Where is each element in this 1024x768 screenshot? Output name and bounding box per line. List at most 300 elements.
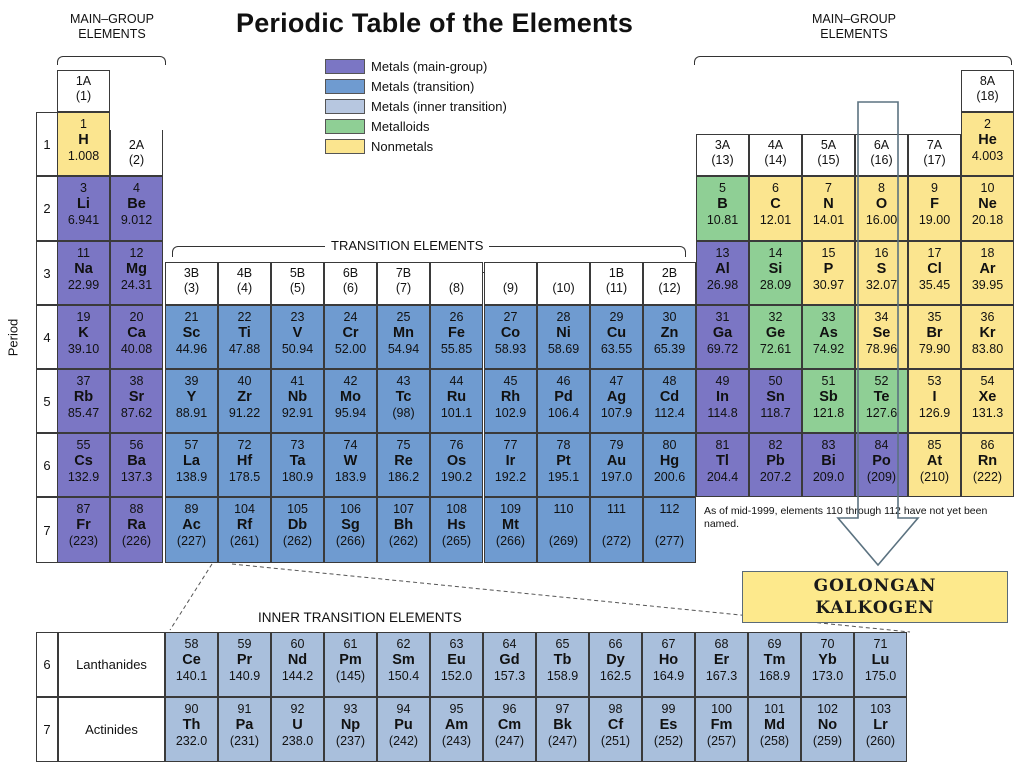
- atomic-number: 93: [343, 702, 358, 716]
- atomic-mass: 87.62: [120, 406, 153, 420]
- element-symbol: Co: [500, 325, 521, 341]
- element-symbol: Cu: [606, 325, 627, 341]
- element-symbol: Po: [872, 453, 891, 469]
- atomic-mass: 19.00: [918, 213, 951, 227]
- atomic-mass: 22.99: [67, 278, 100, 292]
- group-name: 4A: [767, 138, 784, 152]
- atomic-mass: (209): [866, 470, 897, 484]
- atomic-mass: 55.85: [440, 342, 473, 356]
- atomic-mass: 200.6: [653, 470, 686, 484]
- group-number: (5): [289, 281, 306, 295]
- period-label: 1: [36, 112, 58, 176]
- atomic-number: 90: [184, 702, 199, 716]
- element-symbol: Te: [873, 389, 890, 405]
- atomic-mass: 209.0: [812, 470, 845, 484]
- atomic-number: 101: [764, 702, 785, 716]
- element-symbol: O: [875, 196, 888, 212]
- atomic-mass: 69.72: [706, 342, 739, 356]
- element-symbol: In: [716, 389, 729, 405]
- atomic-number: 100: [711, 702, 732, 716]
- atomic-number: 73: [290, 438, 305, 452]
- element-symbol: Th: [182, 717, 201, 733]
- atomic-mass: 238.0: [281, 734, 314, 748]
- atomic-mass: (260): [865, 734, 896, 748]
- element-symbol: Db: [287, 517, 308, 533]
- element-symbol: Ru: [446, 389, 467, 405]
- atomic-number: 6: [772, 181, 779, 195]
- group-number: (17): [923, 153, 946, 167]
- element-symbol: Ho: [658, 652, 679, 668]
- element-symbol: Ra: [127, 517, 146, 533]
- atomic-mass: (98): [392, 406, 415, 420]
- atomic-mass: 54.94: [387, 342, 420, 356]
- inner-transition-label: INNER TRANSITION ELEMENTS: [258, 610, 462, 625]
- atomic-number: 94: [396, 702, 411, 716]
- page-title: Periodic Table of the Elements: [236, 8, 634, 38]
- atomic-number: 36: [980, 310, 995, 324]
- atomic-number: 99: [661, 702, 676, 716]
- element-symbol: Y: [186, 389, 197, 405]
- atomic-number: 40: [237, 374, 252, 388]
- element-symbol: He: [978, 132, 997, 148]
- atomic-number: 107: [393, 502, 414, 516]
- atomic-number: 111: [606, 502, 626, 516]
- atomic-mass: 197.0: [600, 470, 633, 484]
- period-label: 3: [36, 241, 58, 305]
- element-symbol: Cs: [74, 453, 93, 469]
- element-symbol: Ga: [712, 325, 733, 341]
- atomic-mass: 158.9: [546, 669, 579, 683]
- group-number: (11): [605, 281, 628, 295]
- atomic-number: 44: [449, 374, 464, 388]
- atomic-mass: (261): [229, 534, 260, 548]
- atomic-mass: (226): [121, 534, 152, 548]
- period-label: 6: [36, 433, 58, 497]
- atomic-number: 45: [503, 374, 518, 388]
- atomic-mass: 107.9: [600, 406, 633, 420]
- atomic-mass: 140.9: [228, 669, 261, 683]
- element-symbol: Ir: [505, 453, 516, 469]
- atomic-mass: 195.1: [547, 470, 580, 484]
- atomic-mass: (210): [919, 470, 950, 484]
- element-symbol: Tm: [763, 652, 786, 668]
- atomic-mass: (252): [653, 734, 684, 748]
- atomic-number: 77: [503, 438, 518, 452]
- element-symbol: Sm: [392, 652, 415, 668]
- atomic-number: 97: [555, 702, 570, 716]
- group-name: 2A: [128, 138, 145, 152]
- atomic-mass: 78.96: [865, 342, 898, 356]
- element-symbol: Pd: [554, 389, 573, 405]
- atomic-mass: 10.81: [706, 213, 739, 227]
- atomic-number: 98: [608, 702, 623, 716]
- atomic-mass: 72.61: [759, 342, 792, 356]
- atomic-number: 4: [133, 181, 140, 195]
- group-number: (7): [395, 281, 412, 295]
- element-symbol: Hf: [236, 453, 253, 469]
- atomic-number: 1: [80, 117, 87, 131]
- atomic-mass: 47.88: [228, 342, 261, 356]
- atomic-number: 7: [825, 181, 832, 195]
- element-symbol: Pu: [394, 717, 413, 733]
- atomic-number: 34: [874, 310, 889, 324]
- atomic-mass: (265): [441, 534, 472, 548]
- group-name: 4B: [236, 266, 253, 280]
- atomic-mass: (222): [972, 470, 1003, 484]
- element-symbol: Gd: [499, 652, 520, 668]
- atomic-mass: 32.07: [865, 278, 898, 292]
- atomic-number: 11: [77, 246, 90, 260]
- element-symbol: Rn: [977, 453, 998, 469]
- group-name: 7B: [395, 266, 412, 280]
- atomic-mass: 180.9: [281, 470, 314, 484]
- arrow-shape: [838, 102, 918, 565]
- atomic-number: 70: [820, 637, 835, 651]
- atomic-number: 48: [662, 374, 677, 388]
- period-label: 4: [36, 305, 58, 369]
- atomic-number: 59: [237, 637, 252, 651]
- atomic-mass: 112.4: [654, 406, 685, 420]
- element-symbol: Al: [715, 261, 730, 277]
- element-symbol: Sc: [182, 325, 201, 341]
- atomic-number: 21: [184, 310, 199, 324]
- atomic-mass: 40.08: [120, 342, 153, 356]
- atomic-mass: 114.8: [707, 406, 738, 420]
- atomic-mass: (258): [759, 734, 790, 748]
- atomic-number: 5: [719, 181, 726, 195]
- group-number: (6): [342, 281, 359, 295]
- atomic-mass: 92.91: [281, 406, 314, 420]
- atomic-number: 39: [184, 374, 199, 388]
- atomic-mass: 63.55: [600, 342, 633, 356]
- atomic-mass: 137.3: [120, 470, 153, 484]
- group-name: 1B: [608, 266, 625, 280]
- element-symbol: Ta: [289, 453, 306, 469]
- element-symbol: Pr: [236, 652, 253, 668]
- group-number: (8): [448, 281, 465, 295]
- atomic-number: 87: [76, 502, 91, 516]
- group-number: (4): [236, 281, 253, 295]
- inner-row-name: Lanthanides: [58, 632, 165, 697]
- atomic-number: 37: [76, 374, 91, 388]
- atomic-mass: 30.97: [812, 278, 845, 292]
- element-symbol: K: [78, 325, 89, 341]
- atomic-number: 62: [396, 637, 411, 651]
- element-symbol: H: [78, 132, 89, 148]
- element-symbol: Ge: [765, 325, 786, 341]
- atomic-mass: 9.012: [120, 213, 153, 227]
- atomic-number: 75: [396, 438, 411, 452]
- element-symbol: Ca: [127, 325, 146, 341]
- atomic-mass: 186.2: [387, 470, 420, 484]
- atomic-mass: (227): [176, 534, 207, 548]
- element-symbol: Tc: [395, 389, 412, 405]
- atomic-number: 31: [715, 310, 730, 324]
- element-symbol: As: [819, 325, 838, 341]
- atomic-mass: 190.2: [440, 470, 473, 484]
- atomic-mass: 26.98: [706, 278, 739, 292]
- atomic-number: 85: [927, 438, 942, 452]
- atomic-number: 92: [290, 702, 305, 716]
- element-symbol: Rh: [500, 389, 521, 405]
- atomic-mass: 121.8: [812, 406, 845, 420]
- atomic-number: 46: [556, 374, 571, 388]
- atomic-number: 18: [980, 246, 995, 260]
- atomic-mass: 101.1: [440, 406, 473, 420]
- element-symbol: Eu: [447, 652, 466, 668]
- element-symbol: Mt: [502, 517, 519, 533]
- inner-period-label: 6: [36, 632, 58, 697]
- element-symbol: N: [823, 196, 834, 212]
- element-symbol: Pm: [339, 652, 362, 668]
- group-name: 5A: [820, 138, 837, 152]
- atomic-mass: 12.01: [759, 213, 792, 227]
- atomic-number: 110: [553, 502, 574, 516]
- atomic-number: 29: [609, 310, 624, 324]
- atomic-mass: 126.9: [918, 406, 951, 420]
- atomic-number: 64: [502, 637, 517, 651]
- group-name: 3A: [714, 138, 731, 152]
- atomic-number: 28: [556, 310, 571, 324]
- group-name: 1A: [75, 74, 92, 88]
- atomic-mass: 162.5: [599, 669, 632, 683]
- element-symbol: Be: [127, 196, 146, 212]
- atomic-mass: 118.7: [760, 406, 791, 420]
- element-symbol: Zr: [237, 389, 252, 405]
- inner-period-label: 7: [36, 697, 58, 762]
- atomic-number: 27: [503, 310, 518, 324]
- element-symbol: Bi: [821, 453, 836, 469]
- atomic-number: 112: [659, 502, 680, 516]
- period-axis-label: Period: [5, 318, 21, 357]
- atomic-number: 9: [931, 181, 938, 195]
- atomic-number: 89: [184, 502, 199, 516]
- element-symbol: Ti: [238, 325, 251, 341]
- atomic-mass: 16.00: [865, 213, 898, 227]
- atomic-mass: 168.9: [758, 669, 791, 683]
- atomic-mass: (269): [548, 534, 579, 548]
- atomic-number: 57: [184, 438, 199, 452]
- atomic-number: 103: [870, 702, 891, 716]
- group-name: 6A: [873, 138, 890, 152]
- element-symbol: Cf: [607, 717, 624, 733]
- atomic-number: 58: [184, 637, 199, 651]
- atomic-number: 61: [343, 637, 358, 651]
- atomic-mass: 39.95: [971, 278, 1004, 292]
- atomic-number: 86: [980, 438, 995, 452]
- main-group-label-right: MAIN–GROUP ELEMENTS: [811, 12, 897, 41]
- atomic-mass: 4.003: [971, 149, 1004, 163]
- element-symbol: Fe: [448, 325, 465, 341]
- element-symbol: Ar: [979, 261, 996, 277]
- atomic-number: 43: [396, 374, 411, 388]
- atomic-mass: 157.3: [493, 669, 526, 683]
- element-symbol: Tl: [716, 453, 729, 469]
- element-symbol: Si: [768, 261, 783, 277]
- atomic-number: 14: [768, 246, 783, 260]
- element-symbol: C: [770, 196, 781, 212]
- legend-label: Metals (inner transition): [371, 98, 507, 114]
- atomic-mass: 138.9: [175, 470, 208, 484]
- atomic-mass: 132.9: [67, 470, 100, 484]
- atomic-mass: 88.91: [175, 406, 208, 420]
- inner-row-name: Actinides: [58, 697, 165, 762]
- atomic-number: 78: [556, 438, 571, 452]
- element-symbol: Nb: [287, 389, 308, 405]
- atomic-mass: (277): [654, 534, 685, 548]
- group-number: (18): [976, 89, 999, 103]
- atomic-number: 56: [129, 438, 144, 452]
- atomic-number: 51: [821, 374, 836, 388]
- atomic-number: 42: [343, 374, 358, 388]
- period-label: 7: [36, 497, 58, 563]
- group-name: 7A: [926, 138, 943, 152]
- element-symbol: Mn: [393, 325, 414, 341]
- atomic-mass: (145): [335, 669, 366, 683]
- atomic-mass: (242): [388, 734, 419, 748]
- atomic-number: 69: [767, 637, 782, 651]
- atomic-number: 20: [129, 310, 144, 324]
- atomic-number: 68: [714, 637, 729, 651]
- atomic-number: 35: [927, 310, 942, 324]
- atomic-number: 79: [609, 438, 624, 452]
- atomic-number: 82: [768, 438, 783, 452]
- element-symbol: S: [876, 261, 887, 277]
- atomic-number: 67: [661, 637, 676, 651]
- atomic-number: 71: [873, 637, 888, 651]
- transition-label: TRANSITION ELEMENTS: [325, 238, 489, 253]
- note-text: As of mid-1999, elements 110 through 112 have not yet been named.: [704, 505, 988, 530]
- atomic-mass: 192.2: [494, 470, 527, 484]
- atomic-number: 76: [449, 438, 464, 452]
- element-symbol: Mo: [340, 389, 361, 405]
- element-symbol: U: [292, 717, 303, 733]
- atomic-mass: (247): [494, 734, 525, 748]
- golongan-kalkogen-label: GOLONGAN KALKOGEN: [742, 571, 1008, 623]
- group-name: 3B: [183, 266, 200, 280]
- atomic-mass: (251): [600, 734, 631, 748]
- element-symbol: Ni: [556, 325, 571, 341]
- atomic-number: 16: [874, 246, 889, 260]
- atomic-mass: 207.2: [759, 470, 792, 484]
- atomic-mass: 140.1: [175, 669, 208, 683]
- atomic-number: 81: [715, 438, 730, 452]
- atomic-mass: 52.00: [334, 342, 367, 356]
- atomic-mass: 150.4: [387, 669, 420, 683]
- atomic-mass: 6.941: [67, 213, 100, 227]
- atomic-mass: 127.6: [865, 406, 898, 420]
- atomic-number: 47: [609, 374, 624, 388]
- atomic-number: 3: [80, 181, 87, 195]
- period-label: 2: [36, 176, 58, 241]
- atomic-number: 23: [290, 310, 305, 324]
- group-number: (2): [128, 153, 145, 167]
- atomic-mass: 1.008: [67, 149, 100, 163]
- element-symbol: No: [817, 717, 838, 733]
- atomic-mass: 44.96: [175, 342, 208, 356]
- atomic-number: 72: [237, 438, 252, 452]
- atomic-mass: (262): [388, 534, 419, 548]
- group-number: (13): [711, 153, 734, 167]
- element-symbol: Ba: [127, 453, 146, 469]
- element-symbol: Hs: [447, 517, 466, 533]
- element-symbol: Lu: [871, 652, 890, 668]
- element-symbol: Dy: [606, 652, 625, 668]
- atomic-mass: (266): [495, 534, 526, 548]
- atomic-number: 74: [343, 438, 358, 452]
- atomic-mass: 91.22: [228, 406, 261, 420]
- atomic-number: 54: [980, 374, 995, 388]
- element-symbol: Es: [659, 717, 678, 733]
- element-symbol: Yb: [818, 652, 837, 668]
- element-symbol: Ac: [182, 517, 201, 533]
- element-symbol: Zn: [660, 325, 679, 341]
- atomic-mass: 28.09: [759, 278, 792, 292]
- atomic-mass: 39.10: [67, 342, 100, 356]
- atomic-mass: (272): [601, 534, 632, 548]
- atomic-mass: 131.3: [971, 406, 1004, 420]
- element-symbol: V: [292, 325, 303, 341]
- element-symbol: Br: [926, 325, 943, 341]
- atomic-mass: 65.39: [653, 342, 686, 356]
- element-symbol: Lr: [873, 717, 888, 733]
- atomic-number: 10: [980, 181, 995, 195]
- group-name: 5B: [289, 266, 306, 280]
- atomic-mass: 50.94: [281, 342, 314, 356]
- element-symbol: Sr: [128, 389, 145, 405]
- atomic-mass: 152.0: [440, 669, 473, 683]
- legend-label: Metals (transition): [371, 78, 475, 94]
- element-symbol: Bh: [393, 517, 414, 533]
- element-symbol: W: [343, 453, 358, 469]
- atomic-number: 55: [76, 438, 91, 452]
- atomic-number: 109: [500, 502, 521, 516]
- atomic-mass: 144.2: [281, 669, 314, 683]
- element-symbol: Er: [713, 652, 730, 668]
- atomic-number: 30: [662, 310, 677, 324]
- atomic-mass: 14.01: [812, 213, 845, 227]
- element-symbol: Nd: [287, 652, 308, 668]
- atomic-mass: 106.4: [547, 406, 580, 420]
- atomic-number: 49: [715, 374, 730, 388]
- atomic-number: 25: [396, 310, 411, 324]
- element-symbol: Sg: [341, 517, 360, 533]
- group-number: (10): [552, 281, 575, 295]
- element-symbol: Pb: [766, 453, 785, 469]
- atomic-mass: (237): [335, 734, 366, 748]
- element-symbol: Re: [394, 453, 413, 469]
- element-symbol: Cd: [659, 389, 680, 405]
- element-symbol: Fr: [76, 517, 91, 533]
- atomic-mass: (259): [812, 734, 843, 748]
- legend-label: Metalloids: [371, 118, 430, 134]
- atomic-number: 108: [446, 502, 467, 516]
- atomic-mass: 232.0: [175, 734, 208, 748]
- element-symbol: Cl: [927, 261, 942, 277]
- element-symbol: Na: [74, 261, 93, 277]
- atomic-number: 38: [129, 374, 144, 388]
- atomic-mass: 85.47: [67, 406, 100, 420]
- atomic-number: 95: [449, 702, 464, 716]
- atomic-mass: 178.5: [228, 470, 261, 484]
- atomic-number: 12: [129, 246, 144, 260]
- element-symbol: Am: [444, 717, 469, 733]
- element-symbol: Ag: [606, 389, 627, 405]
- atomic-mass: (247): [547, 734, 578, 748]
- atomic-number: 17: [927, 246, 942, 260]
- atomic-number: 19: [76, 310, 91, 324]
- atomic-mass: (243): [441, 734, 472, 748]
